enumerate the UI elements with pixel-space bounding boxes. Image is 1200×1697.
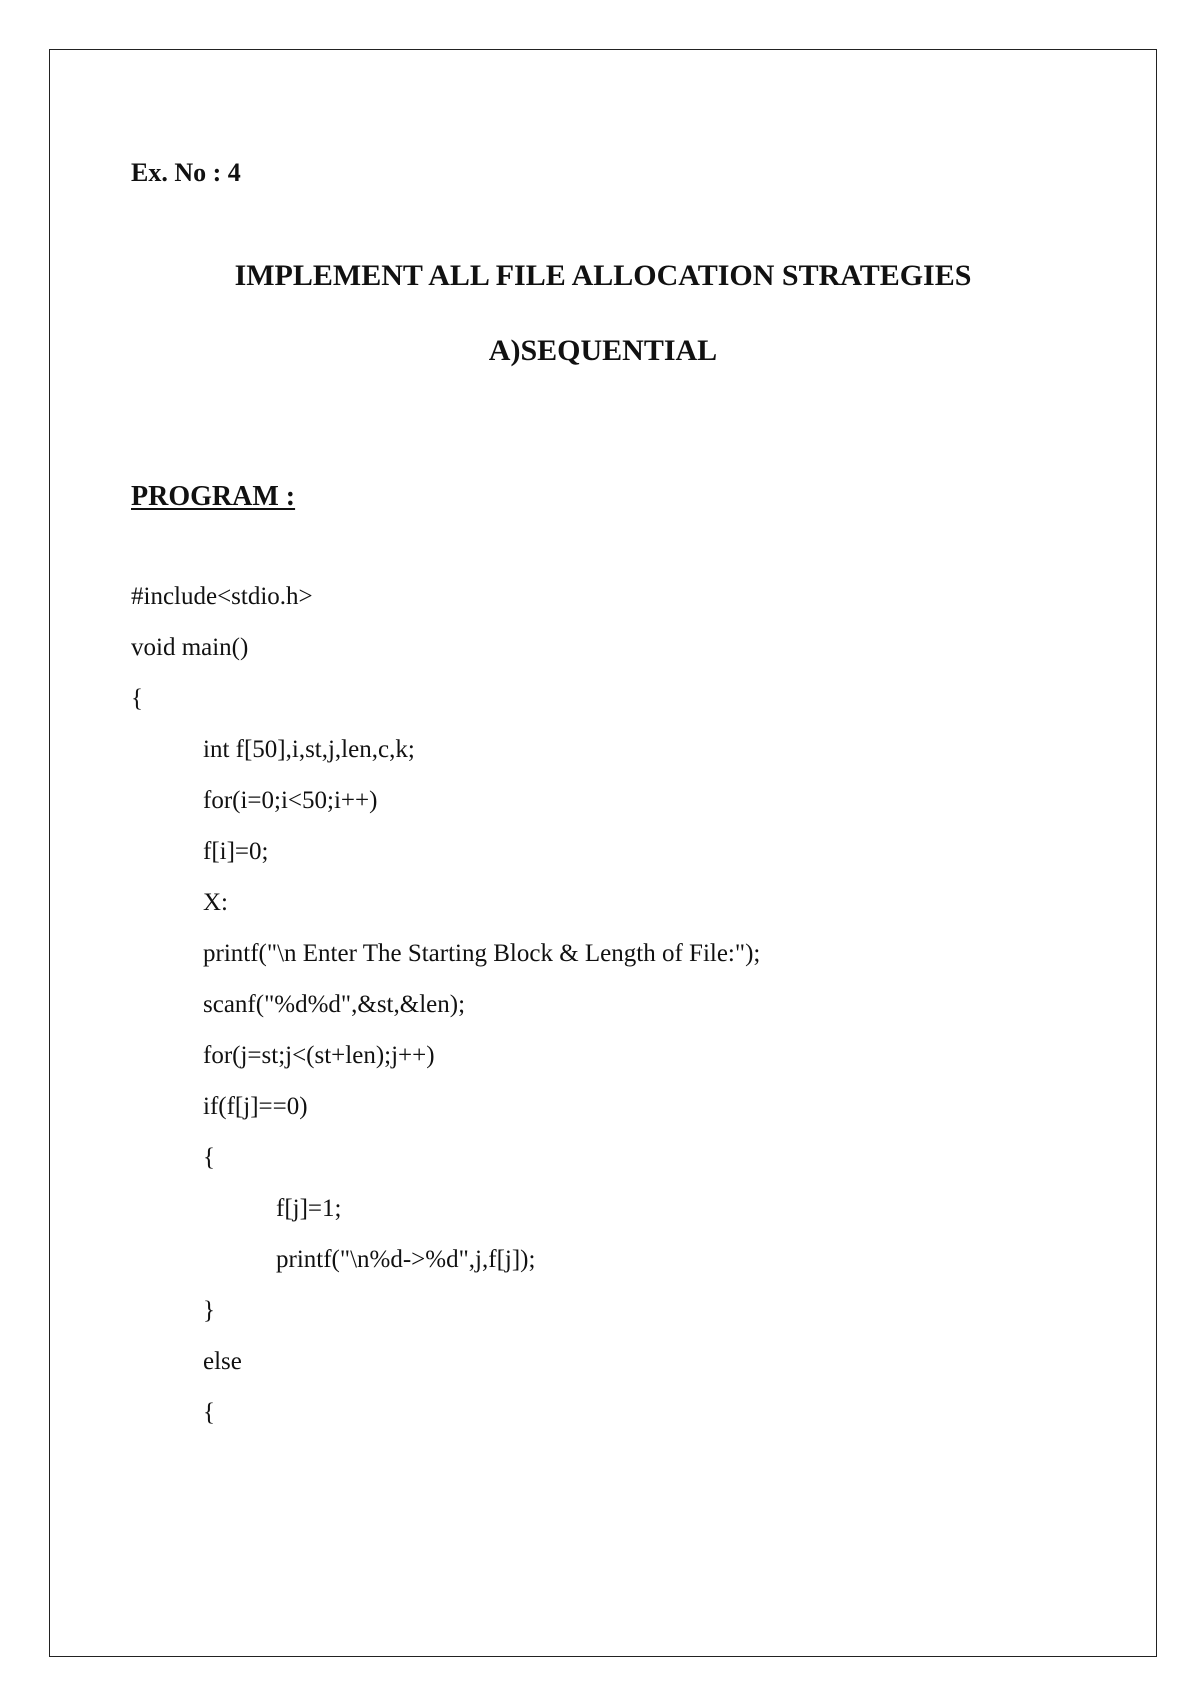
code-listing	[131, 580, 1091, 1447]
code-line: else	[203, 1348, 242, 1375]
code-line: for(j=st;j<(st+len);j++)	[203, 1042, 435, 1069]
code-line: {	[203, 1399, 215, 1426]
code-line: if(f[j]==0)	[203, 1093, 308, 1120]
program-label: PROGRAM :	[131, 481, 296, 512]
exercise-number: Ex. No : 4	[131, 158, 241, 187]
code-line: {	[203, 1144, 215, 1171]
code-line: f[j]=1;	[276, 1195, 342, 1222]
code-line: printf("\n%d->%d",j,f[j]);	[276, 1246, 536, 1273]
code-line: #include<stdio.h>	[131, 583, 313, 610]
code-line: void main()	[131, 634, 249, 661]
code-line: int f[50],i,st,j,len,c,k;	[203, 736, 415, 763]
code-line: f[i]=0;	[203, 838, 269, 865]
code-line: printf("\n Enter The Starting Block & Length of File:");	[203, 940, 761, 967]
section-subtitle: A)SEQUENTIAL	[488, 334, 718, 367]
page-title: IMPLEMENT ALL FILE ALLOCATION STRATEGIES	[234, 259, 972, 292]
code-line: for(i=0;i<50;i++)	[203, 787, 378, 814]
code-line: {	[131, 685, 143, 712]
code-line: X:	[203, 889, 228, 916]
code-line: }	[203, 1297, 215, 1324]
code-line: scanf("%d%d",&st,&len);	[203, 991, 466, 1018]
